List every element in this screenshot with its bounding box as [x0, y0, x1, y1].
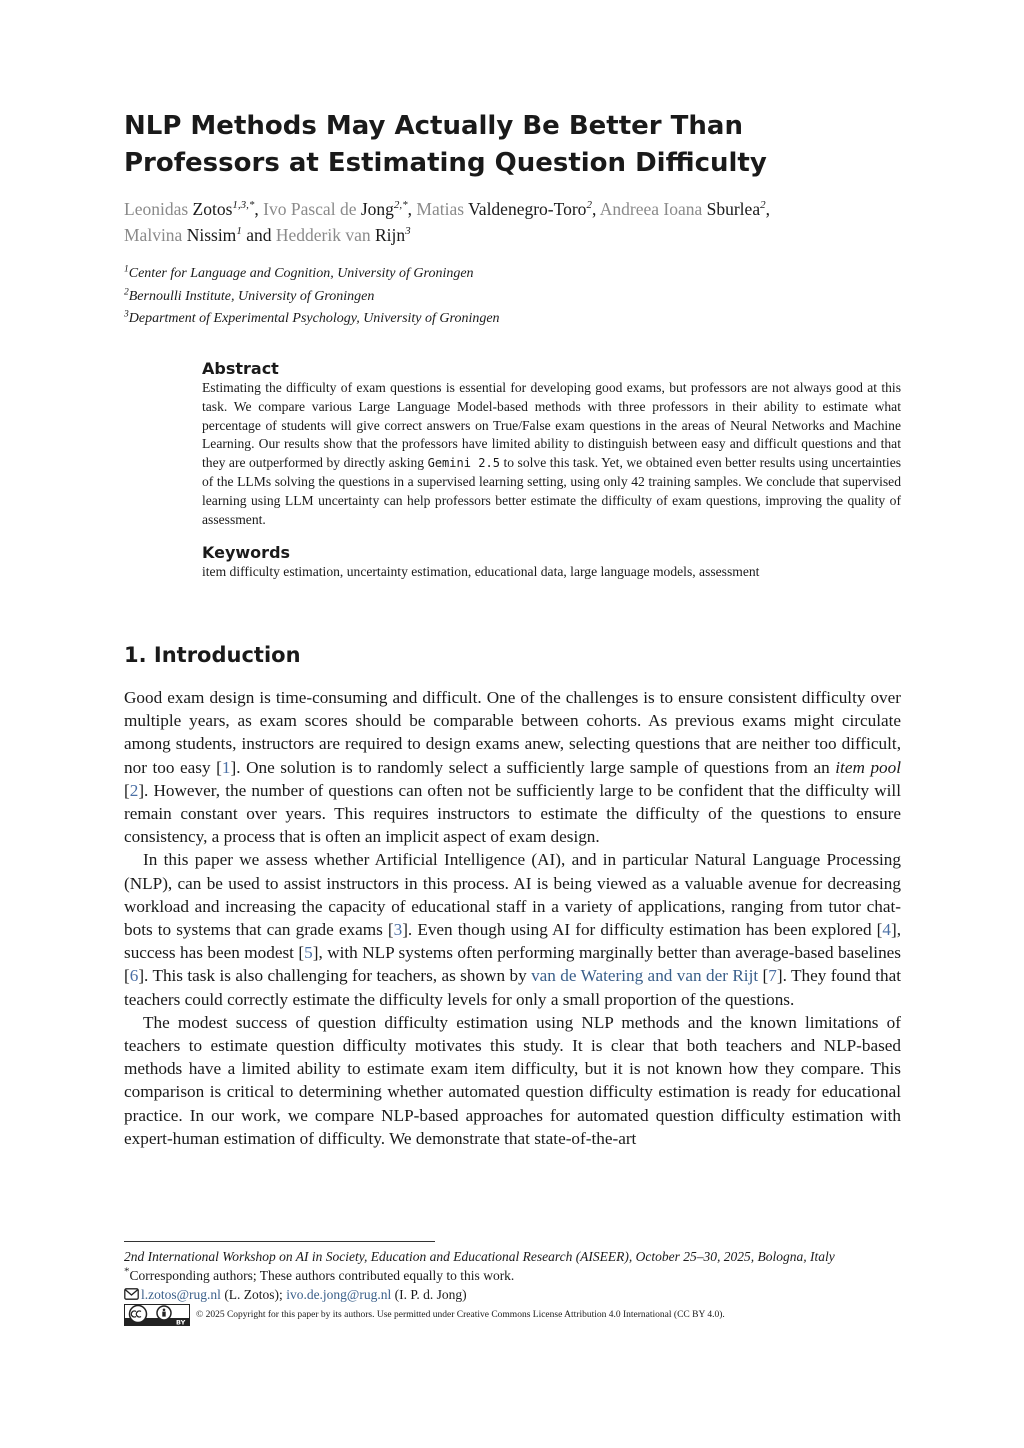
- citation-link[interactable]: 5: [304, 943, 313, 963]
- footnotes: [124, 1247, 901, 1326]
- envelope-icon: [124, 1288, 139, 1300]
- citation-link[interactable]: 4: [882, 920, 891, 940]
- email-footnote: l.zotos@rug.nl (L. Zotos); ivo.de.jong@rug.nl (I. P. d. Jong): [124, 1285, 901, 1304]
- copyright-footnote: BY © 2025 Copyright for this paper by its authors. Use permitted under Creative Commons License Attribution 4.0 International (CC BY 4.0).: [124, 1304, 901, 1326]
- affiliation: $^2$Bernoulli Institute, University of Groningen: [124, 286, 375, 304]
- author: Hedderik van Rijn$^3$: [275, 225, 411, 245]
- email-link[interactable]: ivo.de.jong@rug.nl: [286, 1287, 392, 1302]
- keywords-section: [202, 543, 901, 582]
- paper-title: NLP Methods May Actually Be Better Than Professors at Estimating Question Difficulty: [124, 111, 767, 178]
- keywords-text: item difficulty estimation, uncertainty estimation, educational data, large language models, assessment: [202, 564, 760, 579]
- citation-link[interactable]: 1: [221, 757, 231, 777]
- svg-text:BY: BY: [176, 1318, 186, 1326]
- corresponding-footnote: *Corresponding authors; These authors contributed equally to this work.: [124, 1265, 515, 1283]
- author: Leonidas Zotos$^{1,3,*}$,: [124, 199, 264, 219]
- paragraph: In this paper we assess whether Artificial Intelligence (AI), and in particular Natural Language Processing (NLP), can be used to assist instructors in this process. AI is being viewed as a valuable avenue for decreasing workload and increasing the capacity of educational staff in a variety of applications, ranging from tutor chat-bots to systems that can grade exams [3]. Even though using AI for difficulty estimation has been explored [4], success has been modest [5], with NLP systems often performing marginally better than average-based baselines [6]. This task is also challenging for teachers, as shown by van de Watering and van der Rijt [7]. They found that teachers could correctly estimate the difficulty levels for only a small proportion of the questions.: [124, 850, 901, 1009]
- abstract-heading: Abstract: [202, 359, 279, 378]
- introduction-body: [124, 686, 901, 1150]
- author-citation-link[interactable]: van de Watering and van der Rijt: [531, 966, 759, 986]
- abstract-section: [202, 359, 901, 529]
- model-name-code: Gemini 2.5: [427, 456, 500, 471]
- email-link[interactable]: l.zotos@rug.nl: [141, 1287, 221, 1302]
- venue-footnote: 2nd International Workshop on AI in Society, Education and Educational Research (AISEER), October 25–30, 2025, Bologna, Italy: [124, 1249, 835, 1264]
- affiliation: $^1$Center for Language and Cognition, University of Groningen: [124, 264, 474, 281]
- cc-by-badge: [124, 1304, 190, 1326]
- paragraph: The modest success of question difficulty estimation using NLP methods and the known limitations of teachers to estimate question difficulty motivates this study. It is clear that both teachers and NLP-based methods have a limited ability to estimate exam item difficulty, but it is not known how they compare. This comparison is critical to determining whether automated question difficulty estimation is ready for educational practice. In our work, we compare NLP-based approaches for automated question difficulty estimation with expert-human estimation of difficulty. We demonstrate that state-of-the-art: [124, 1012, 901, 1148]
- affiliation: $^3$Department of Experimental Psychology, University of Groningen: [124, 309, 500, 326]
- citation-link[interactable]: 6: [129, 966, 139, 986]
- citation-link[interactable]: 2: [129, 780, 139, 800]
- citation-link[interactable]: 7: [768, 966, 777, 986]
- keywords-heading: Keywords: [202, 543, 291, 562]
- author: Ivo Pascal de Jong$^{2,*}$,: [263, 199, 417, 219]
- author: Matias Valdenegro-Toro$^2$,: [416, 199, 600, 219]
- paragraph: Good exam design is time-consuming and difficult. One of the challenges is to ensure consistent difficulty over multiple years, as exam scores should be comparable between cohorts. As previous exams might circulate among students, instructors are required to design exams anew, selecting questions that are neither too difficult, nor too easy [1]. One solution is to randomly select a sufficiently large sample of questions from an item pool [2]. However, the number of questions can often not be sufficiently large to be confident that the difficulty will remain constant over years. This requires instructors to estimate the difficulty of the questions to ensure consistency, a process that is often an implicit aspect of exam design.: [124, 688, 901, 847]
- affiliation-list: [124, 263, 500, 331]
- abstract-text: Estimating the difficulty of exam questions is essential for developing good exams, but professors are not always good at this task. We compare various Large Language Model-based methods with three professors in their ability to estimate what percentage of students will give correct answers on True/False exam questions in the areas of Neural Networks and Machine Learning. Our results show that the professors have limited ability to distinguish between easy and difficult questions and that they are outperformed by directly asking Gemini 2.5 to solve this task. Yet, we obtained even better results using uncertainties of the LLMs solving the questions in a supervised learning setting, using only 42 training samples. We conclude that supervised learning using LLM uncertainty can help professors better estimate the difficulty of exam questions, improving the quality of assessment.: [202, 380, 902, 527]
- author-list: [124, 196, 901, 248]
- citation-link[interactable]: 3: [393, 920, 403, 940]
- section-heading-introduction: 1. Introduction: [124, 643, 301, 667]
- author: Andreea Ioana Sburlea$^2$,: [599, 199, 770, 219]
- author: Malvina Nissim$^1$ and: [124, 225, 276, 245]
- footnote-divider: [124, 1241, 435, 1242]
